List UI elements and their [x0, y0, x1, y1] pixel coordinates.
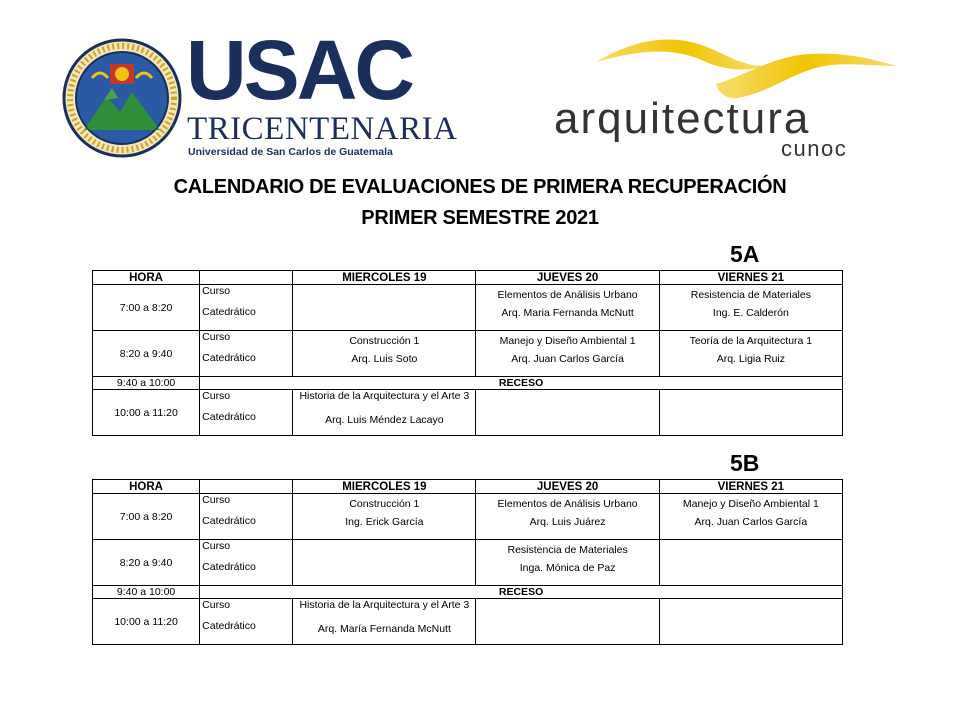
- page-title: CALENDARIO DE EVALUACIONES DE PRIMERA RECUPERACIÓN: [173, 176, 787, 198]
- header-day1: MIERCOLES 19: [293, 271, 476, 285]
- teacher-name: Arq. Ligia Ruiz: [716, 353, 785, 365]
- curso-label: Curso: [202, 494, 231, 506]
- table-header-row: [93, 271, 843, 285]
- teacher-name: Arq. Maria Fernanda McNutt: [501, 307, 634, 319]
- usac-wordmark: USAC: [186, 23, 413, 117]
- course-name: Teoría de la Arquitectura 1: [689, 335, 813, 347]
- course-name: Elementos de Análisis Urbano: [497, 289, 638, 301]
- catedratico-label: Catedrático: [202, 515, 256, 527]
- exam-cell: [293, 599, 476, 645]
- table-row: [93, 390, 843, 436]
- course-name: Manejo y Diseño Ambiental 1: [499, 335, 636, 347]
- course-name: Construcción 1: [349, 335, 420, 347]
- header-day3: VIERNES 21: [659, 480, 842, 494]
- labels-cell: [200, 540, 293, 586]
- teacher-name: Arq. Luis Méndez Lacayo: [325, 414, 444, 426]
- curso-label: Curso: [202, 390, 231, 402]
- exam-cell: [659, 331, 842, 377]
- time-cell: 8:20 a 9:40: [93, 331, 200, 377]
- exam-cell: [659, 285, 842, 331]
- exam-cell: [293, 285, 476, 331]
- university-name: Universidad de San Carlos de Guatemala: [188, 146, 393, 158]
- header-day1: MIERCOLES 19: [293, 480, 476, 494]
- teacher-name: Arq. María Fernanda McNutt: [317, 623, 451, 635]
- catedratico-label: Catedrático: [202, 620, 256, 632]
- schedule-table-5a: [92, 270, 843, 436]
- exam-cell: [476, 540, 659, 586]
- time-cell: 10:00 a 11:20: [93, 599, 200, 645]
- exam-cell: [476, 390, 659, 436]
- header-empty: [200, 480, 293, 494]
- labels-cell: [200, 331, 293, 377]
- page-subtitle: PRIMER SEMESTRE 2021: [361, 207, 599, 229]
- schedule-table-5b: [92, 479, 843, 645]
- course-name: Historia de la Arquitectura y el Arte 3: [299, 390, 470, 402]
- teacher-name: Ing. Erick García: [345, 516, 424, 528]
- teacher-name: Inga. Mónica de Paz: [519, 562, 616, 574]
- labels-cell: [200, 599, 293, 645]
- time-cell: 7:00 a 8:20: [93, 285, 200, 331]
- course-name: Resistencia de Materiales: [690, 289, 811, 301]
- labels-cell: [200, 285, 293, 331]
- teacher-name: Arq. Luis Juárez: [529, 516, 606, 528]
- course-name: Construcción 1: [349, 498, 420, 510]
- time-cell: 8:20 a 9:40: [93, 540, 200, 586]
- header-day3: VIERNES 21: [659, 271, 842, 285]
- teacher-name: Arq. Juan Carlos García: [511, 353, 624, 365]
- exam-cell: [476, 285, 659, 331]
- section-label-5a: 5A: [730, 241, 760, 267]
- exam-cell: [659, 390, 842, 436]
- curso-label: Curso: [202, 331, 231, 343]
- tricentenaria-wordmark: TRICENTENARIA: [187, 111, 458, 147]
- header-day2: JUEVES 20: [476, 480, 659, 494]
- recess-label: RECESO: [200, 377, 843, 390]
- header-day2: JUEVES 20: [476, 271, 659, 285]
- arquitectura-wordmark: arquitectura: [554, 94, 811, 143]
- exam-cell: [293, 494, 476, 540]
- table-row: [93, 285, 843, 331]
- time-cell: 9:40 a 10:00: [93, 377, 200, 390]
- recess-row: [93, 377, 843, 390]
- exam-cell: [659, 540, 842, 586]
- time-cell: 9:40 a 10:00: [93, 586, 200, 599]
- course-name: Resistencia de Materiales: [507, 544, 628, 556]
- exam-cell: [476, 599, 659, 645]
- teacher-name: Arq. Luis Soto: [351, 353, 418, 365]
- usac-seal-icon: [62, 38, 182, 158]
- time-cell: 10:00 a 11:20: [93, 390, 200, 436]
- time-cell: 7:00 a 8:20: [93, 494, 200, 540]
- exam-cell: [293, 390, 476, 436]
- table-header-row: [93, 480, 843, 494]
- course-name: Manejo y Diseño Ambiental 1: [682, 498, 819, 510]
- recess-label: RECESO: [200, 586, 843, 599]
- curso-label: Curso: [202, 599, 231, 611]
- teacher-name: Ing. E. Calderón: [712, 307, 789, 319]
- header-empty: [200, 271, 293, 285]
- table-row: [93, 599, 843, 645]
- catedratico-label: Catedrático: [202, 411, 256, 423]
- recess-row: [93, 586, 843, 599]
- header-hora: HORA: [93, 271, 200, 285]
- labels-cell: [200, 390, 293, 436]
- teacher-name: Arq. Juan Carlos García: [694, 516, 808, 528]
- arquitectura-swoosh-icon: [596, 36, 896, 102]
- course-name: Elementos de Análisis Urbano: [497, 498, 638, 510]
- curso-label: Curso: [202, 285, 231, 297]
- cunoc-wordmark: cunoc: [781, 136, 848, 161]
- header-hora: HORA: [93, 480, 200, 494]
- catedratico-label: Catedrático: [202, 561, 256, 573]
- exam-cell: [659, 494, 842, 540]
- table-row: [93, 331, 843, 377]
- course-name: Historia de la Arquitectura y el Arte 3: [299, 599, 470, 611]
- exam-cell: [293, 331, 476, 377]
- table-row: [93, 494, 843, 540]
- exam-cell: [293, 540, 476, 586]
- catedratico-label: Catedrático: [202, 352, 256, 364]
- table-row: [93, 540, 843, 586]
- labels-cell: [200, 494, 293, 540]
- exam-cell: [476, 494, 659, 540]
- catedratico-label: Catedrático: [202, 306, 256, 318]
- exam-cell: [659, 599, 842, 645]
- exam-cell: [476, 331, 659, 377]
- section-label-5b: 5B: [730, 450, 760, 476]
- curso-label: Curso: [202, 540, 231, 552]
